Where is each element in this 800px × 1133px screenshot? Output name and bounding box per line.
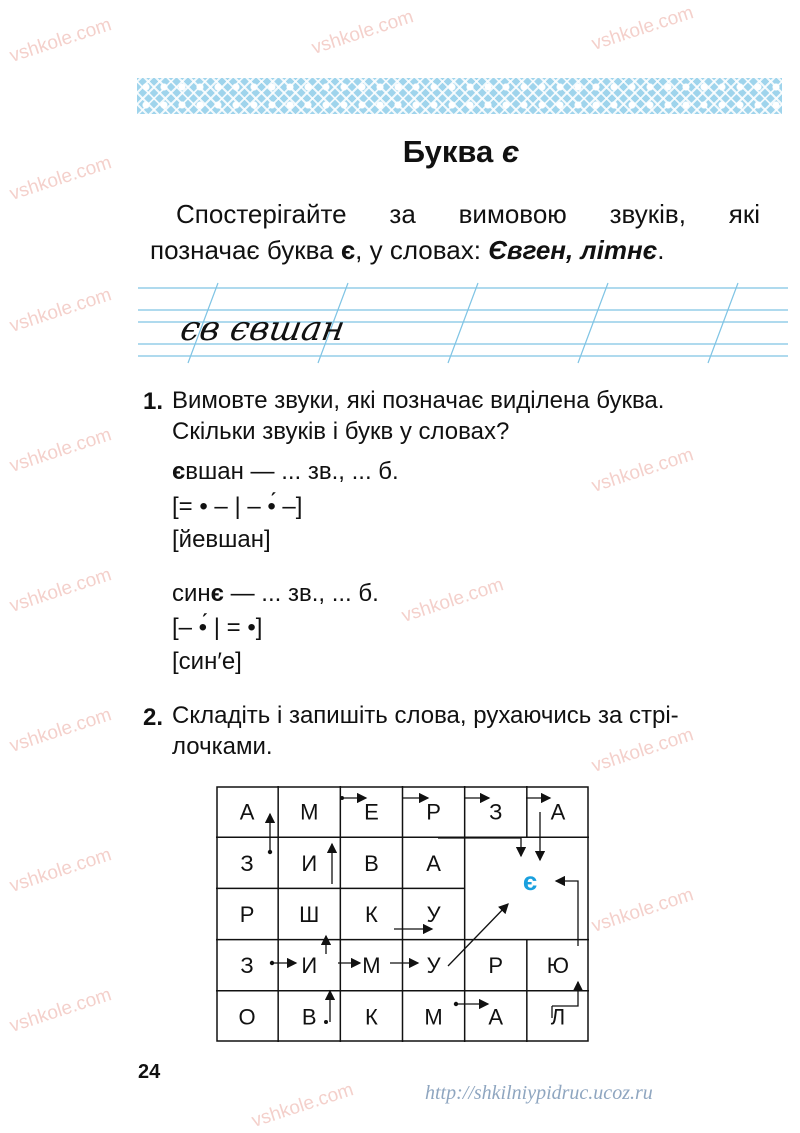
- watermark: vshkole.com: [7, 704, 115, 757]
- letter-grid: [216, 786, 589, 1042]
- title-letter: є: [501, 134, 520, 169]
- decorative-banner: [137, 78, 782, 114]
- task-2-text: Складіть і запишіть слова, рухаючись за стрі- лочками.: [172, 702, 679, 760]
- grid-cell-letter: К: [365, 1004, 378, 1030]
- grid-cell-letter: Е: [364, 799, 379, 825]
- grid-cell-letter: И: [301, 953, 318, 979]
- handwriting-sample: єв євшан: [177, 309, 348, 349]
- word-1-transcription: [йевшан]: [172, 526, 271, 553]
- grid-cell-letter: А: [426, 850, 441, 876]
- grid-cell-letter: Р: [239, 902, 255, 927]
- example-words: Євген, літнє: [488, 235, 658, 265]
- watermark: vshkole.com: [249, 1079, 357, 1132]
- grid-cell-letter: А: [239, 799, 255, 825]
- grid-cell-letter: М: [362, 953, 381, 979]
- watermark: vshkole.com: [399, 574, 507, 627]
- grid-cell-letter: У: [426, 902, 441, 927]
- watermark: vshkole.com: [7, 984, 115, 1037]
- word-2: синє — ... зв., ... б.: [172, 580, 379, 607]
- watermark: vshkole.com: [7, 152, 115, 205]
- grid-cell-letter: В: [364, 850, 379, 876]
- intro-line-1: Спостерігайте за вимовою звуків, які: [176, 199, 760, 229]
- watermark: vshkole.com: [589, 884, 697, 937]
- grid-cell-letter: Р: [488, 953, 504, 979]
- letter-grid-svg: [216, 786, 589, 1042]
- watermark: vshkole.com: [7, 14, 115, 67]
- grid-cell-letter: К: [365, 902, 378, 927]
- grid-cell-letter: В: [301, 1004, 317, 1030]
- grid-cell-letter: У: [426, 953, 441, 979]
- grid-cell-letter: З: [489, 799, 503, 825]
- grid-cell-letter: А: [550, 799, 566, 825]
- grid-cell-letter: М: [424, 1004, 443, 1030]
- intro-line-2: позначає буква є, у словах: Євген, літнє.: [150, 235, 665, 265]
- grid-cell-letter: Ю: [546, 953, 570, 979]
- grid-cell-letter: М: [300, 799, 319, 825]
- page-title: Буква є: [402, 134, 520, 169]
- watermark: vshkole.com: [7, 564, 115, 617]
- grid-cell-letter: О: [238, 1004, 256, 1030]
- watermark: vshkole.com: [309, 6, 417, 59]
- task-1-number: 1.: [143, 388, 164, 415]
- watermark: vshkole.com: [589, 2, 697, 55]
- task-2-number: 2.: [143, 704, 164, 731]
- task-1-text: Вимовте звуки, які позначає виділена буква. Скільки звуків і букв у словах?: [172, 387, 665, 445]
- word-2-transcription: [син′е]: [172, 648, 242, 675]
- watermark: vshkole.com: [589, 724, 697, 777]
- intro-paragraph: [150, 196, 760, 268]
- word-1: євшан — ... зв., ... б.: [172, 458, 399, 485]
- word-1-scheme: [= • – | – •́ –]: [172, 493, 303, 520]
- watermark: vshkole.com: [7, 844, 115, 897]
- word-2-scheme: [– •́ | = •]: [172, 614, 263, 641]
- highlight-letter: є: [340, 235, 356, 265]
- grid-cell-letter: А: [488, 1004, 504, 1030]
- grid-cell-letter: И: [301, 850, 318, 876]
- grid-cell-letter: Л: [550, 1004, 566, 1030]
- handwriting-lines: [138, 278, 788, 373]
- grid-cell-letter: З: [240, 953, 254, 979]
- grid-cell-letter: Ш: [299, 902, 320, 927]
- watermark: vshkole.com: [7, 424, 115, 477]
- grid-cell-letter: З: [240, 850, 254, 876]
- center-letter: є: [522, 866, 538, 896]
- watermark: vshkole.com: [7, 284, 115, 337]
- watermark: vshkole.com: [589, 444, 697, 497]
- grid-cell-letter: Р: [426, 799, 441, 825]
- page-number: 24: [138, 1061, 161, 1083]
- footer-url: http://shkilniypidruc.ucoz.ru: [425, 1082, 653, 1104]
